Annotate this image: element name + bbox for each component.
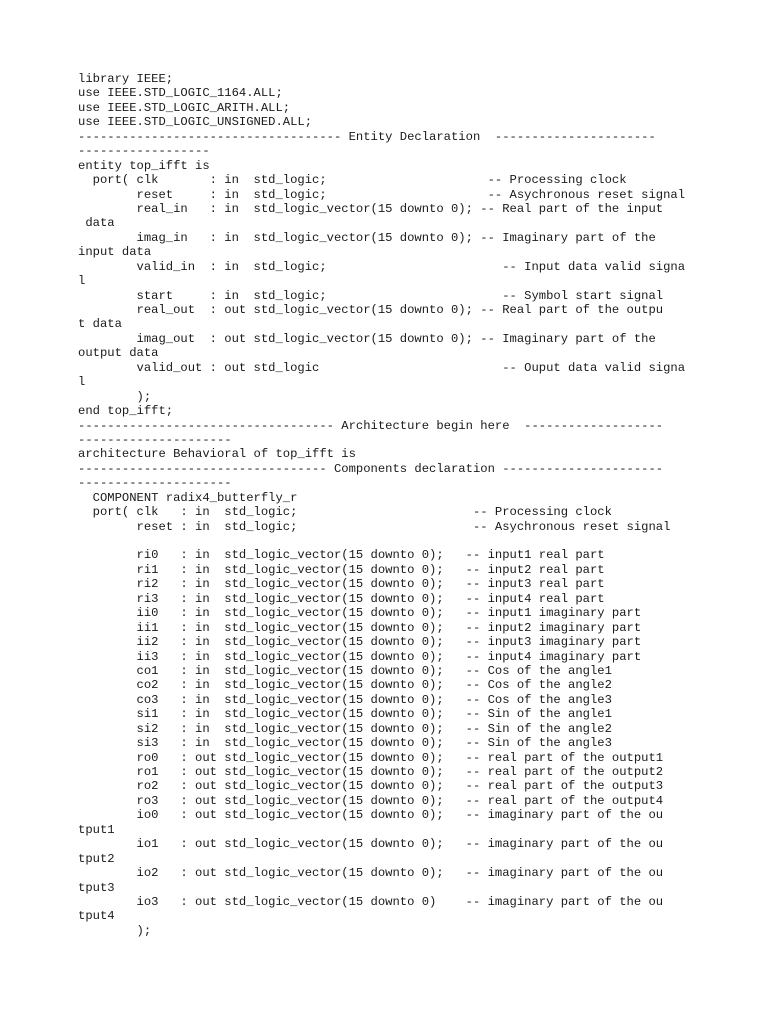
code-line: ii3 : in std_logic_vector(15 downto 0); -- input4 imaginary part: [78, 649, 642, 664]
code-line: si3 : in std_logic_vector(15 downto 0); -- Sin of the angle3: [78, 736, 612, 751]
code-line: [78, 534, 685, 548]
code-line: tput1: [78, 822, 115, 837]
code-line: io0 : out std_logic_vector(15 downto 0); -- imaginary part of the ou: [78, 808, 664, 823]
code-line: ii1 : in std_logic_vector(15 downto 0); -- input2 imaginary part: [78, 620, 642, 635]
code-line: use IEEE.STD_LOGIC_ARITH.ALL;: [78, 100, 291, 115]
code-line: reset : in std_logic; -- Asychronous reset signal: [78, 187, 686, 202]
code-line: tput4: [78, 909, 115, 924]
code-line: architecture Behavioral of top_ifft is: [78, 447, 356, 462]
code-line: data: [78, 216, 115, 231]
code-line: port( clk : in std_logic; -- Processing clock: [78, 505, 612, 520]
code-line: input data: [78, 245, 152, 260]
code-line: l: [78, 274, 86, 289]
code-line: ---------------------------------- Components declaration ----------------------: [78, 461, 664, 476]
code-line: ---------------------: [78, 476, 232, 491]
code-line: ri3 : in std_logic_vector(15 downto 0); -- input4 real part: [78, 591, 605, 606]
code-line: real_out : out std_logic_vector(15 downto 0); -- Real part of the outpu: [78, 303, 664, 317]
code-line: io1 : out std_logic_vector(15 downto 0); -- imaginary part of the ou: [78, 837, 664, 852]
code-line: t data: [78, 317, 122, 332]
code-line: );: [78, 389, 152, 404]
code-line: ii0 : in std_logic_vector(15 downto 0); -- input1 imaginary part: [78, 606, 642, 621]
code-line: l: [78, 375, 86, 390]
code-line: co1 : in std_logic_vector(15 downto 0); -- Cos of the angle1: [78, 663, 612, 678]
code-line: co2 : in std_logic_vector(15 downto 0); -- Cos of the angle2: [78, 678, 612, 693]
code-line: library IEEE;: [78, 72, 174, 86]
code-line: ii2 : in std_logic_vector(15 downto 0); -- input3 imaginary part: [78, 635, 642, 650]
code-line: reset : in std_logic; -- Asychronous reset signal: [78, 519, 671, 534]
code-line: ------------------------------------ Entity Declaration ----------------------: [78, 129, 656, 144]
code-line: start : in std_logic; -- Symbol start signal: [78, 288, 664, 303]
code-line: valid_in : in std_logic; -- Input data valid signa: [78, 259, 686, 274]
code-line: ------------------: [78, 144, 210, 159]
code-line: ri1 : in std_logic_vector(15 downto 0); -- input2 real part: [78, 562, 605, 577]
vhdl-code-listing: [78, 72, 685, 938]
code-line: );: [78, 923, 152, 938]
code-line: ---------------------: [78, 432, 232, 447]
code-line: ro3 : out std_logic_vector(15 downto 0); -- real part of the output4: [78, 793, 664, 808]
code-line: imag_out : out std_logic_vector(15 downto 0); -- Imaginary part of the: [78, 331, 656, 346]
code-line: ri0 : in std_logic_vector(15 downto 0); -- input1 real part: [78, 548, 605, 563]
code-line: real_in : in std_logic_vector(15 downto 0); -- Real part of the input: [78, 201, 664, 216]
code-line: ro2 : out std_logic_vector(15 downto 0); -- real part of the output3: [78, 779, 664, 794]
code-line: entity top_ifft is: [78, 158, 210, 173]
code-line: COMPONENT radix4_butterfly_r: [78, 490, 298, 505]
code-line: valid_out : out std_logic -- Ouput data valid signa: [78, 360, 686, 375]
code-line: co3 : in std_logic_vector(15 downto 0); -- Cos of the angle3: [78, 692, 612, 707]
code-line: ri2 : in std_logic_vector(15 downto 0); -- input3 real part: [78, 577, 605, 592]
code-line: io3 : out std_logic_vector(15 downto 0) -- imaginary part of the ou: [78, 894, 664, 909]
code-line: ro1 : out std_logic_vector(15 downto 0); -- real part of the output2: [78, 765, 664, 779]
code-line: ----------------------------------- Architecture begin here -------------------: [78, 418, 664, 433]
code-line: use IEEE.STD_LOGIC_UNSIGNED.ALL;: [78, 115, 313, 130]
code-line: tput2: [78, 851, 115, 866]
code-line: si2 : in std_logic_vector(15 downto 0); -- Sin of the angle2: [78, 721, 612, 736]
code-line: si1 : in std_logic_vector(15 downto 0); -- Sin of the angle1: [78, 707, 612, 722]
code-line: imag_in : in std_logic_vector(15 downto 0); -- Imaginary part of the: [78, 230, 656, 245]
code-line: port( clk : in std_logic; -- Processing clock: [78, 173, 627, 188]
code-line: ro0 : out std_logic_vector(15 downto 0); -- real part of the output1: [78, 750, 664, 765]
code-line: end top_ifft;: [78, 404, 174, 419]
code-line: tput3: [78, 880, 115, 895]
code-line: use IEEE.STD_LOGIC_1164.ALL;: [78, 86, 283, 101]
code-line: io2 : out std_logic_vector(15 downto 0); -- imaginary part of the ou: [78, 866, 664, 881]
code-line: output data: [78, 346, 159, 361]
